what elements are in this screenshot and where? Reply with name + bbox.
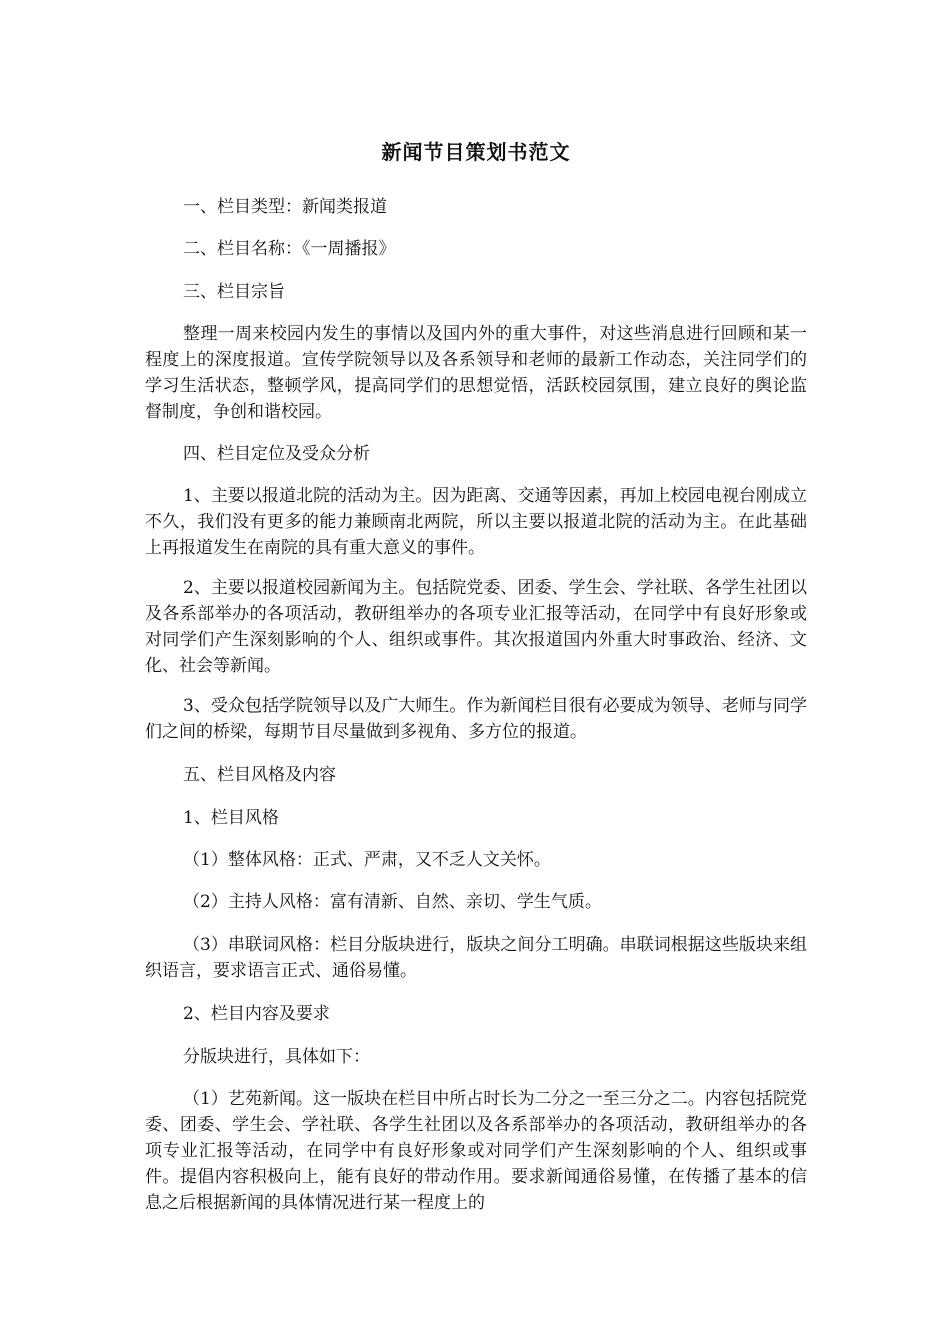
paragraph-positioning-3: 3、受众包括学院领导以及广大师生。作为新闻栏目很有必要成为领导、老师与同学们之间的桥梁，每期节目尽量做到多视角、多方位的报道。 <box>145 696 807 742</box>
paragraph-column-name: 二、栏目名称：《一周播报》 <box>183 239 396 259</box>
paragraph-content-heading: 2、栏目内容及要求 <box>183 1004 330 1024</box>
document-page <box>145 0 807 1344</box>
paragraph-content-intro: 分版块进行，具体如下： <box>183 1047 370 1067</box>
paragraph-style-host: （2）主持人风格：富有清新、自然、亲切、学生气质。 <box>183 892 602 912</box>
paragraph-purpose-heading: 三、栏目宗旨 <box>183 282 285 302</box>
document-title: 新闻节目策划书范文 <box>381 140 571 164</box>
paragraph-purpose-body: 整理一周来校园内发生的事情以及国内外的重大事件，对这些消息进行回顾和某一程度上的深度报道。宣传学院领导以及各系领导和老师的最新工作动态，关注同学们的学习生活状态，整顿学风，提高同学们的思想觉悟，活跃校园氛围，建立良好的舆论监督制度，争创和谐校园。 <box>145 324 807 422</box>
paragraph-positioning-1: 1、主要以报道北院的活动为主。因为距离、交通等因素，再加上校园电视台刚成立不久，我们没有更多的能力兼顾南北两院，所以主要以报道北院的活动为主。在此基础上再报道发生在南院的具有重大意义的事件。 <box>145 486 807 558</box>
paragraph-style-overall: （1）整体风格：正式、严肃，又不乏人文关怀。 <box>183 850 551 870</box>
paragraph-positioning-heading: 四、栏目定位及受众分析 <box>183 444 370 464</box>
paragraph-style-heading: 五、栏目风格及内容 <box>183 765 336 785</box>
paragraph-style-script: （3）串联词风格：栏目分版块进行，版块之间分工明确。串联词根据这些版块来组织语言，要求语言正式、通俗易懂。 <box>145 935 807 981</box>
paragraph-content-news: （1）艺苑新闻。这一版块在栏目中所占时长为二分之一至三分之二。内容包括院党委、团委、学生会、学社联、各学生社团以及各系部举办的各项活动，教研组举办的各项专业汇报等活动，在同学中有良好形象或对同学们产生深刻影响的个人、组织或事件。提倡内容积极向上，能有良好的带动作用。要求新闻通俗易懂，在传播了基本的信息之后根据新闻的具体情况进行某一程度上的 <box>145 1089 807 1213</box>
paragraph-column-type: 一、栏目类型：新闻类报道 <box>183 197 387 217</box>
paragraph-style-subheading: 1、栏目风格 <box>183 808 279 828</box>
paragraph-positioning-2: 2、主要以报道校园新闻为主。包括院党委、团委、学生会、学社联、各学生社团以及各系部举办的各项活动，教研组举办的各项专业汇报等活动，在同学中有良好形象或对同学们产生深刻影响的个人、组织或事件。其次报道国内外重大时事政治、经济、文化、社会等新闻。 <box>145 578 807 676</box>
